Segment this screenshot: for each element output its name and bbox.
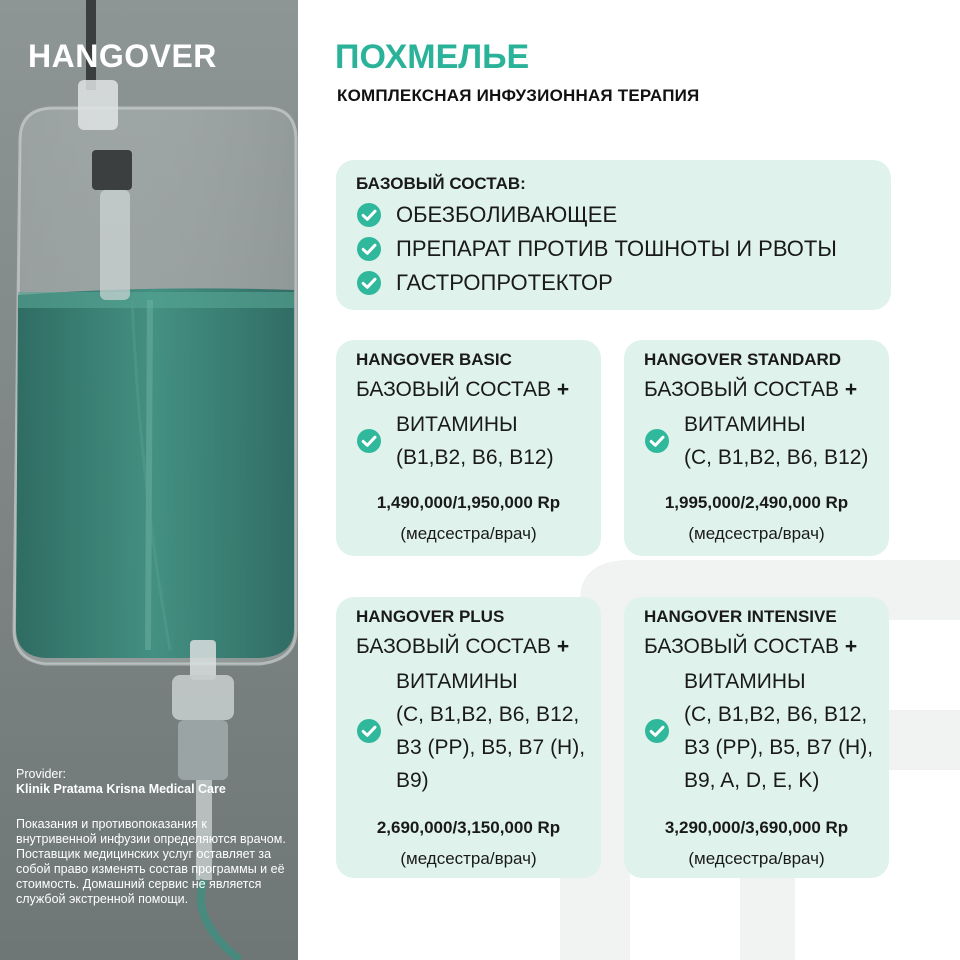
vitamins-line: (C, B1,B2, B6, B12, [396, 703, 580, 726]
page-title: ПОХМЕЛЬЕ [335, 38, 530, 76]
vitamins-title: ВИТАМИНЫ [684, 413, 806, 436]
tier-price-note: (медсестра/врач) [688, 849, 825, 868]
plus-sign: + [844, 635, 858, 658]
base-item [356, 198, 871, 232]
tier-card-standard [624, 340, 889, 556]
tier-price: 1,995,000/2,490,000 Rp [664, 493, 849, 512]
tier-price: 2,690,000/3,150,000 Rp [376, 818, 561, 837]
vitamins-line: B3 (PP), B5, B7 (H), [396, 736, 586, 759]
page-subtitle: КОМПЛЕКСНАЯ ИНФУЗИОННАЯ ТЕРАПИЯ [337, 86, 700, 105]
tier-price-note: (медсестра/врач) [400, 849, 537, 868]
check-circle-icon [356, 202, 382, 228]
iv-bag-photo-panel [0, 0, 298, 960]
tier-name: HANGOVER INTENSIVE [644, 607, 837, 626]
tier-base-label: БАЗОВЫЙ СОСТАВ [356, 378, 552, 401]
base-heading: БАЗОВЫЙ СОСТАВ: [356, 174, 526, 193]
tier-base-line [644, 376, 889, 404]
tier-card-intensive [624, 597, 889, 878]
tier-price-note: (медсестра/врач) [400, 524, 537, 543]
check-circle-icon [356, 270, 382, 296]
base-item [356, 266, 871, 300]
vitamins-line: (B1,B2, B6, B12) [396, 446, 554, 469]
vitamins-title: ВИТАМИНЫ [396, 670, 518, 693]
provider-label: Provider: [16, 767, 67, 781]
vitamins-line: B9) [396, 769, 429, 792]
provider-name: Klinik Pratama Krisna Medical Care [16, 782, 226, 796]
plus-sign: + [556, 378, 570, 401]
tier-base-label: БАЗОВЫЙ СОСТАВ [356, 635, 552, 658]
check-circle-icon [356, 718, 382, 744]
tier-vitamins [644, 408, 889, 474]
tier-card-plus [336, 597, 601, 878]
tier-vitamins [644, 665, 889, 797]
disclaimer-text: Показания и противопоказания к внутривенной инфузии определяются врачом. Поставщик медицинских услуг оставляет за собой право изменять состав программы и её стоимость. Домашний сервис не является службой экстренной помощи. [16, 817, 286, 906]
check-circle-icon [356, 236, 382, 262]
plus-sign: + [556, 635, 570, 658]
vitamins-line: B3 (PP), B5, B7 (H), [684, 736, 874, 759]
base-item-label: ПРЕПАРАТ ПРОТИВ ТОШНОТЫ И РВОТЫ [396, 236, 837, 261]
check-circle-icon [356, 428, 382, 454]
iv-bag-image [0, 0, 298, 960]
vitamins-line: (C, B1,B2, B6, B12) [684, 446, 869, 469]
tier-base-line [356, 633, 601, 661]
provider-block [16, 767, 288, 797]
plus-sign: + [844, 378, 858, 401]
tier-base-label: БАЗОВЫЙ СОСТАВ [644, 378, 840, 401]
tier-base-label: БАЗОВЫЙ СОСТАВ [644, 635, 840, 658]
base-composition-card [336, 160, 891, 310]
tier-card-basic [336, 340, 601, 556]
panel-title: HANGOVER [28, 38, 217, 74]
vitamins-title: ВИТАМИНЫ [396, 413, 518, 436]
tier-price: 1,490,000/1,950,000 Rp [376, 493, 561, 512]
tier-vitamins [356, 665, 601, 797]
tier-base-line [644, 633, 889, 661]
vitamins-title: ВИТАМИНЫ [684, 670, 806, 693]
base-item [356, 232, 871, 266]
tier-name: HANGOVER STANDARD [644, 350, 842, 369]
tier-price-note: (медсестра/врач) [688, 524, 825, 543]
base-item-label: ГАСТРОПРОТЕКТОР [396, 270, 613, 295]
check-circle-icon [644, 718, 670, 744]
tier-name: HANGOVER PLUS [356, 607, 505, 626]
tier-name: HANGOVER BASIC [356, 350, 512, 369]
tier-vitamins [356, 408, 601, 474]
tier-base-line [356, 376, 601, 404]
base-item-label: ОБЕЗБОЛИВАЮЩЕЕ [396, 202, 618, 227]
vitamins-line: B9, A, D, E, K) [684, 769, 820, 792]
check-circle-icon [644, 428, 670, 454]
vitamins-line: (C, B1,B2, B6, B12, [684, 703, 868, 726]
tier-price: 3,290,000/3,690,000 Rp [664, 818, 849, 837]
